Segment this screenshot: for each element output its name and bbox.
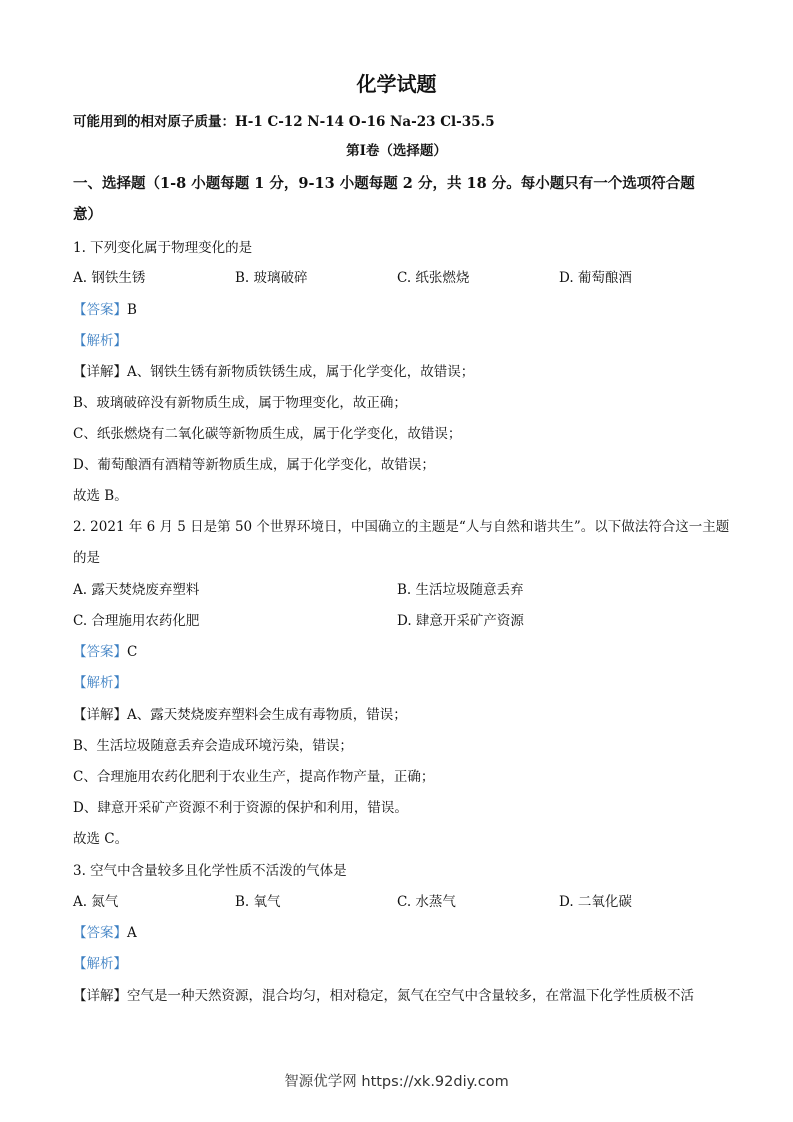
q1-detail-d: D、葡萄酿酒有酒精等新物质生成，属于化学变化，故错误； bbox=[73, 457, 435, 473]
q2-detail-line bbox=[73, 703, 407, 723]
q3-option-d: D. 二氧化碳 bbox=[559, 894, 632, 910]
q1-detail-a: A、钢铁生锈有新物质铁锈生成，属于化学变化，故错误； bbox=[127, 364, 475, 380]
q1-detail-b: B、玻璃破碎没有新物质生成，属于物理变化，故正确； bbox=[73, 395, 407, 411]
q2-answer bbox=[73, 640, 137, 660]
q3-option-c: C. 水蒸气 bbox=[397, 894, 456, 910]
q2-stem-line2: 的是 bbox=[73, 550, 100, 566]
q3-analysis-label: 【解析】 bbox=[73, 956, 127, 972]
q2-option-c: C. 合理施用农药化肥 bbox=[73, 613, 200, 629]
q2-detail-a: A、露天焚烧废弃塑料会生成有毒物质，错误； bbox=[127, 707, 407, 723]
volume-title: 第Ⅰ卷（选择题） bbox=[346, 143, 447, 159]
atomic-masses: 可能用到的相对原子质量：H-1 C-12 N-14 O-16 Na-23 Cl-35.5 bbox=[73, 114, 495, 130]
section-heading-line1: 一、选择题（1-8 小题每题 1 分，9-13 小题每题 2 分，共 18 分。每小题只有一个选项符合题 bbox=[73, 175, 695, 192]
q3-option-b: B. 氧气 bbox=[235, 894, 281, 910]
q3-stem: 3. 空气中含量较多且化学性质不活泼的气体是 bbox=[73, 863, 347, 879]
answer-label: 【答案】 bbox=[73, 925, 127, 941]
q1-answer-value: B bbox=[127, 302, 137, 318]
q3-answer bbox=[73, 921, 137, 941]
q2-stem-line1: 2. 2021 年 6 月 5 日是第 50 个世界环境日，中国确立的主题是“人与自然和谐共生”。以下做法符合这一主题 bbox=[73, 519, 730, 535]
detail-label: 【详解】 bbox=[73, 364, 127, 380]
page-title: 化学试题 bbox=[356, 72, 437, 96]
q1-option-b: B. 玻璃破碎 bbox=[235, 270, 308, 286]
q2-answer-value: C bbox=[127, 644, 138, 660]
q2-detail-c: C、合理施用农药化肥利于农业生产，提高作物产量，正确； bbox=[73, 769, 435, 785]
detail-label: 【详解】 bbox=[73, 988, 127, 1004]
q1-detail-c: C、纸张燃烧有二氧化碳等新物质生成，属于化学变化，故错误； bbox=[73, 426, 462, 442]
q3-option-a: A. 氮气 bbox=[73, 894, 119, 910]
q2-option-d: D. 肆意开采矿产资源 bbox=[397, 613, 524, 629]
q2-detail-b: B、生活垃圾随意丢弃会造成环境污染，错误； bbox=[73, 738, 353, 754]
q1-analysis-label: 【解析】 bbox=[73, 333, 127, 349]
q3-detail-text: 空气是一种天然资源，混合均匀，相对稳定，氮气在空气中含量较多，在常温下化学性质极不活 bbox=[127, 988, 694, 1004]
footer-watermark: 智源优学网 https://xk.92diy.com bbox=[284, 1074, 509, 1090]
q2-detail-d: D、肆意开采矿产资源不利于资源的保护和利用，错误。 bbox=[73, 800, 408, 816]
q3-answer-value: A bbox=[127, 925, 137, 941]
section-heading-line2: 意） bbox=[73, 206, 102, 223]
q1-detail-line bbox=[73, 360, 474, 380]
answer-label: 【答案】 bbox=[73, 644, 127, 660]
q1-option-c: C. 纸张燃烧 bbox=[397, 270, 470, 286]
q2-option-b: B. 生活垃圾随意丢弃 bbox=[397, 582, 524, 598]
q1-answer bbox=[73, 298, 137, 318]
q3-detail-line bbox=[73, 984, 694, 1004]
q2-conclusion: 故选 C。 bbox=[73, 831, 129, 847]
q1-option-d: D. 葡萄酿酒 bbox=[559, 270, 632, 286]
answer-label: 【答案】 bbox=[73, 302, 127, 318]
q2-analysis-label: 【解析】 bbox=[73, 675, 127, 691]
q1-option-a: A. 钢铁生锈 bbox=[73, 270, 146, 286]
q1-stem: 1. 下列变化属于物理变化的是 bbox=[73, 240, 253, 256]
q2-option-a: A. 露天焚烧废弃塑料 bbox=[73, 582, 200, 598]
q1-conclusion: 故选 B。 bbox=[73, 488, 128, 504]
detail-label: 【详解】 bbox=[73, 707, 127, 723]
